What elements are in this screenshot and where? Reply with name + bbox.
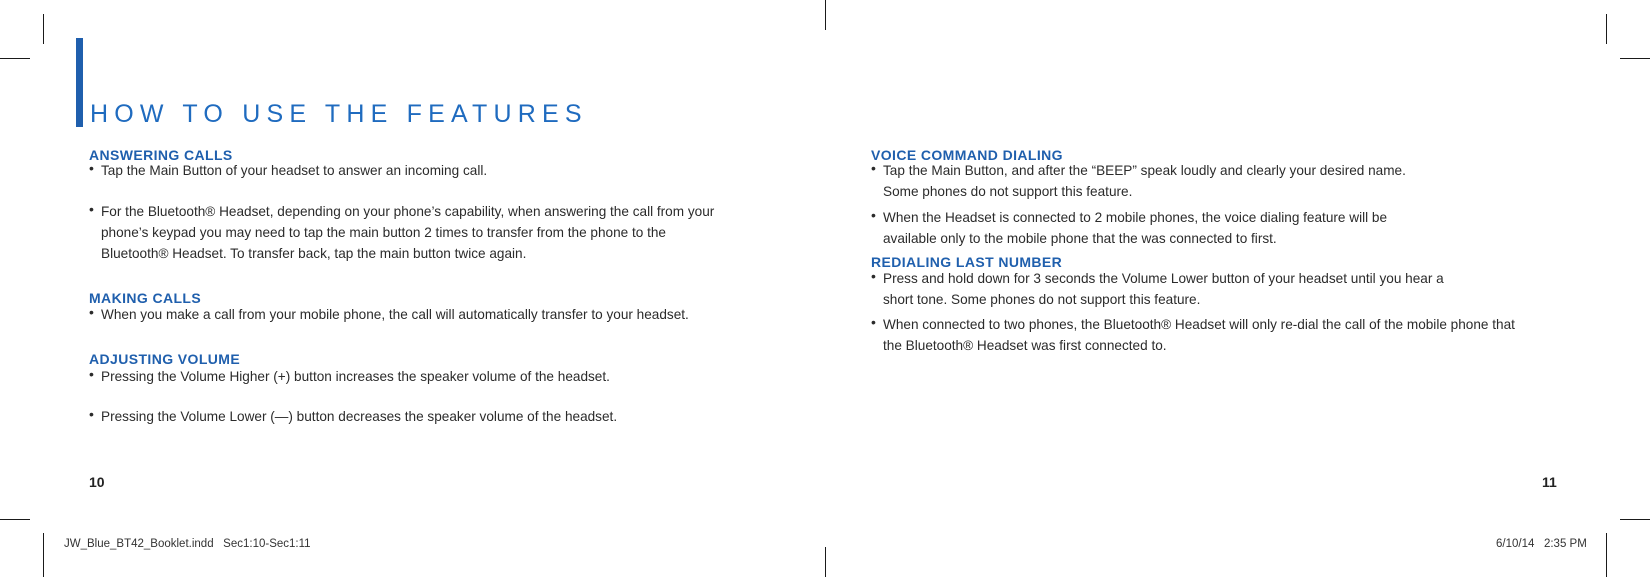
title-accent-bar <box>76 38 83 127</box>
crop-mark <box>1606 533 1607 577</box>
crop-mark <box>1620 58 1650 59</box>
bullet-volume-higher: • Pressing the Volume Higher (+) button increases the speaker volume of the headset. <box>89 366 610 384</box>
page-number-left: 10 <box>89 474 105 490</box>
page-title: HOW TO USE THE FEATURES <box>90 100 588 128</box>
bullet-voice-two-phones: • When the Headset is connected to 2 mobile phones, the voice dialing feature will be available only to the mobile phone that the was connected to first. <box>871 207 1388 246</box>
bullet-making-call: • When you make a call from your mobile phone, the call will automatically transfer to your headset. <box>89 304 689 322</box>
crop-mark <box>43 14 44 44</box>
bullet-volume-lower: • Pressing the Volume Lower (—) button decreases the speaker volume of the headset. <box>89 406 618 424</box>
slug-date-info: 6/10/14 2:35 PM <box>1496 538 1587 550</box>
bullet-voice-tap: • Tap the Main Button, and after the “BEEP” speak loudly and clearly your desired name. Some phones do not support this feature. <box>871 160 1406 199</box>
crop-mark <box>43 533 44 577</box>
crop-mark <box>825 547 826 577</box>
section-heading-redialing: REDIALING LAST NUMBER <box>871 254 1063 270</box>
crop-mark <box>825 0 826 30</box>
slug-file-info: JW_Blue_BT42_Booklet.indd Sec1:10-Sec1:11 <box>64 538 311 550</box>
section-heading-making-calls: MAKING CALLS <box>89 290 202 306</box>
crop-mark <box>1620 519 1650 520</box>
bullet-answer-incoming: • Tap the Main Button of your headset to answer an incoming call. <box>89 160 488 178</box>
crop-mark <box>0 519 30 520</box>
crop-mark <box>1606 14 1607 44</box>
bullet-transfer-call: • For the Bluetooth® Headset, depending on your phone’s capability, when answering the call from your phone’s keypad you may need to tap the main button 2 times to transfer from the phone to the Bluetooth® Headset. To transfer back, tap the main button twice again. <box>89 201 715 261</box>
crop-mark <box>0 58 30 59</box>
page-number-right: 11 <box>1542 474 1557 490</box>
section-heading-voice-command: VOICE COMMAND DIALING <box>871 147 1063 163</box>
section-heading-adjusting-volume: ADJUSTING VOLUME <box>89 351 241 367</box>
section-heading-answering-calls: ANSWERING CALLS <box>89 147 233 163</box>
bullet-redial-press: • Press and hold down for 3 seconds the Volume Lower button of your headset until you hear a short tone. Some phones do not support this feature. <box>871 268 1444 307</box>
bullet-redial-two-phones: • When connected to two phones, the Bluetooth® Headset will only re-dial the call of the mobile phone that the Bluetooth® Headset was first connected to. <box>871 314 1515 353</box>
